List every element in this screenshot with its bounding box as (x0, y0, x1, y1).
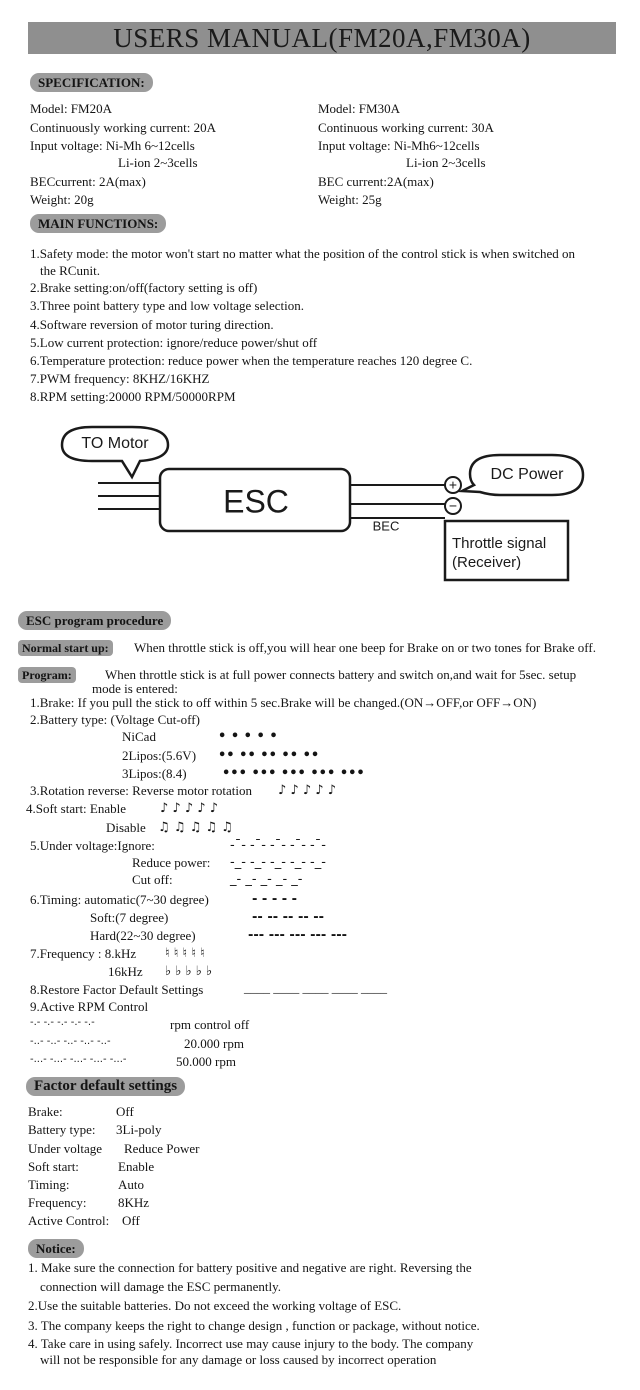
spec-right-voltage: Input voltage: Ni-Mh6~12cells (318, 138, 480, 153)
restore-defaults: 8.Restore Factor Default Settings (30, 982, 204, 997)
notice-line: connection will damage the ESC permanently. (40, 1279, 282, 1294)
freq-8-tones: ♮ ♮ ♮ ♮ ♮ (165, 946, 205, 961)
rpm-50-label: 50.000 rpm (176, 1054, 236, 1069)
default-value: Enable (118, 1159, 155, 1174)
function-item: 5.Low current protection: ignore/reduce power/shut off (30, 335, 318, 350)
lipo3-label: 3Lipos:(8.4) (122, 766, 187, 781)
rpm-50-tones: -...- -...- -...- -...- -...- (30, 1054, 127, 1065)
timing-soft: Soft:(7 degree) (90, 910, 169, 925)
program-label: Program: (18, 667, 76, 683)
function-item: 3.Three point battery type and low voltage selection. (30, 298, 304, 313)
default-value: Auto (118, 1177, 144, 1192)
rpm-off-tones: -.- -.- -.- -.- -.- (30, 1017, 95, 1028)
function-item: 6.Temperature protection: reduce power when the temperature reaches 120 degree C. (30, 353, 473, 368)
default-label: Active Control: (28, 1213, 110, 1228)
function-item: 7.PWM frequency: 8KHZ/16KHZ (30, 371, 210, 386)
nicad-beeps: • • • • • (218, 729, 278, 744)
function-item: 1.Safety mode: the motor won't start no matter what the position of the control stick is when switched on (30, 246, 575, 261)
timing-soft-tones: -- -- -- -- -- (252, 910, 325, 925)
default-label: Brake: (28, 1104, 63, 1119)
receiver-label: (Receiver) (452, 553, 522, 571)
soft-disable-tones: ♫ ♫ ♫ ♫ ♫ (158, 820, 233, 835)
active-rpm-control: 9.Active RPM Control (30, 999, 149, 1014)
plus-sign: + (448, 476, 458, 493)
default-value: Reduce Power (124, 1141, 200, 1156)
ignore-tones: -¯- -¯- -¯- -¯- -¯- (230, 838, 326, 853)
reduce-power-label: Reduce power: (132, 855, 211, 870)
soft-start-disable: Disable (106, 820, 146, 835)
default-label: Soft start: (28, 1159, 79, 1174)
notice-heading: Notice: (28, 1239, 84, 1258)
lipo3-beeps: ••• ••• ••• ••• ••• (222, 766, 365, 781)
brake-setting: 1.Brake: If you pull the stick to off within 5 sec.Brake will be changed.(ON→OFF,or OFF→ON) (30, 695, 537, 710)
spec-right-liion: Li-ion 2~3cells (406, 155, 486, 170)
normal-start-label: Normal start up: (18, 640, 113, 656)
restore-tones: ____ ____ ____ ____ ____ (244, 980, 387, 995)
notice-line: 1. Make sure the connection for battery positive and negative are right. Reversing the (28, 1260, 472, 1275)
spec-left-current: Continuously working current: 20A (30, 120, 216, 135)
program-text-2: mode is entered: (92, 681, 178, 696)
default-value: Off (116, 1104, 134, 1119)
cutoff-tones: _- _- _- _- _- (230, 872, 303, 887)
spec-left-liion: Li-ion 2~3cells (118, 155, 198, 170)
spec-right-bec: BEC current:2A(max) (318, 174, 434, 189)
program-heading: ESC program procedure (18, 611, 171, 630)
spec-right-weight: Weight: 25g (318, 192, 382, 207)
timing-hard-tones: --- --- --- --- --- (248, 928, 348, 943)
title-banner (28, 22, 616, 54)
bec-label: BEC (372, 518, 400, 534)
spec-right-current: Continuous working current: 30A (318, 120, 494, 135)
default-value: 3Li-poly (116, 1122, 162, 1137)
specification-heading: SPECIFICATION: (30, 73, 153, 92)
lipo2-label: 2Lipos:(5.6V) (122, 748, 197, 763)
default-label: Battery type: (28, 1122, 96, 1137)
main-functions-heading: MAIN FUNCTIONS: (30, 214, 166, 233)
nicad-label: NiCad (122, 729, 156, 744)
notice-line: will not be responsible for any damage or loss caused by incorrect operation (40, 1352, 437, 1367)
function-item: the RCunit. (40, 263, 100, 278)
default-value: 8KHz (118, 1195, 150, 1210)
esc-label: ESC (223, 483, 289, 520)
factory-defaults-heading: Factor default settings (26, 1077, 185, 1096)
function-item: 4.Software reversion of motor turing direction. (30, 317, 274, 332)
lipo2-beeps: •• •• •• •• •• (218, 748, 320, 763)
soft-start-enable: 4.Soft start: Enable (26, 801, 127, 816)
rotation-tones: ♪ ♪ ♪ ♪ ♪ (278, 783, 337, 798)
normal-start-text: When throttle stick is off,you will hear one beep for Brake on or two tones for Brake off. (134, 640, 596, 655)
rpm-off-label: rpm control off (170, 1017, 250, 1032)
timing-automatic: 6.Timing: automatic(7~30 degree) (30, 892, 209, 907)
freq-16-tones: ♭ ♭ ♭ ♭ ♭ (165, 964, 213, 979)
spec-left-weight: Weight: 20g (30, 192, 94, 207)
default-label: Frequency: (28, 1195, 87, 1210)
frequency-8khz: 7.Frequency : 8.kHz (30, 946, 137, 961)
spec-right-model: Model: FM30A (318, 101, 400, 116)
function-item: 2.Brake setting:on/off(factory setting is off) (30, 280, 258, 295)
dc-power-label: DC Power (490, 466, 564, 484)
default-label: Under voltage (28, 1141, 103, 1156)
rotation-reverse: 3.Rotation reverse: Reverse motor rotation (30, 783, 253, 798)
program-text-1: When throttle stick is at full power connects battery and switch on,and wait for 5sec. setup (105, 667, 577, 682)
notice-line: 2.Use the suitable batteries. Do not exceed the working voltage of ESC. (28, 1298, 402, 1313)
battery-type: 2.Battery type: (Voltage Cut-off) (30, 712, 200, 727)
notice-line: 3. The company keeps the right to change design , function or package, without notice. (28, 1318, 480, 1333)
notice-line: 4. Take care in using safely. Incorrect use may cause injury to the body. The company (28, 1336, 474, 1351)
cut-off-label: Cut off: (132, 872, 173, 887)
default-value: Off (122, 1213, 140, 1228)
default-label: Timing: (28, 1177, 70, 1192)
page-title: USERS MANUAL(FM20A,FM30A) (113, 22, 531, 53)
spec-left-voltage: Input voltage: Ni-Mh 6~12cells (30, 138, 195, 153)
timing-hard: Hard(22~30 degree) (90, 928, 196, 943)
wiring-diagram (0, 415, 640, 600)
minus-sign: − (448, 497, 458, 514)
function-item: 8.RPM setting:20000 RPM/50000RPM (30, 389, 236, 404)
reduce-tones: -_- -_- -_- -_- -_- (230, 855, 326, 870)
spec-left-bec: BECcurrent: 2A(max) (30, 174, 146, 189)
under-voltage-ignore: 5.Under voltage:Ignore: (30, 838, 155, 853)
to-motor-label: TO Motor (81, 435, 149, 453)
timing-auto-tones: - - - - - (252, 892, 298, 907)
rpm-20-tones: -..- -..- -..- -..- -..- (30, 1036, 111, 1047)
spec-left-model: Model: FM20A (30, 101, 112, 116)
frequency-16khz: 16kHz (108, 964, 143, 979)
throttle-label: Throttle signal (452, 534, 547, 552)
soft-enable-tones: ♪ ♪ ♪ ♪ ♪ (160, 801, 219, 816)
rpm-20-label: 20.000 rpm (184, 1036, 244, 1051)
